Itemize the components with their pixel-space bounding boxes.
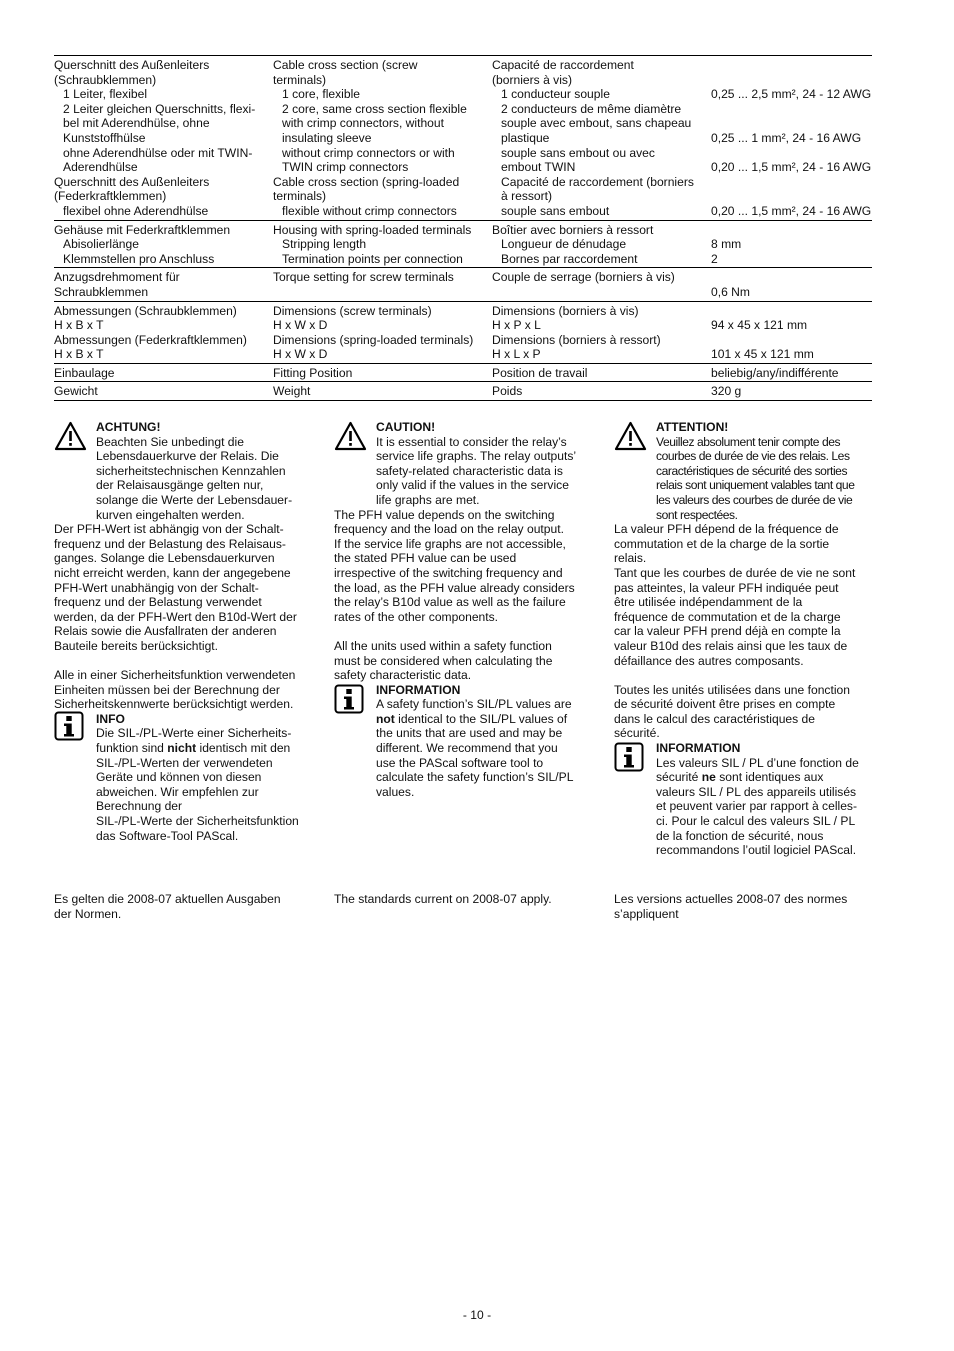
cell-line: insulating sleeve [282,130,372,145]
cell-line: Abmessungen (Federkraftklemmen) [54,332,247,347]
cell-line: 0,25 ... 1 mm², 24 - 16 AWG [711,130,862,145]
text-line: values. [376,784,415,799]
table-cell [492,366,711,381]
cell-line: Einbaulage [54,365,115,380]
table-cell [492,304,711,362]
cell-line: souple sans embout [501,203,610,218]
cell-line: Abisolierlänge [63,237,139,252]
cell-line: H x W x D [273,347,328,362]
cell-line: 2 Leiter gleichen Querschnitts, flexi- [63,101,256,116]
cell-line: Kunststoffhülse [63,130,146,145]
table-row [54,268,872,301]
cell-line [711,175,870,190]
text-line: Veuillez absolument tenir compte des [656,434,841,449]
column-german [54,420,314,843]
text-line: les valeurs des courbes de durée de vie [656,492,853,507]
table-cell [273,366,492,381]
cell-line: bel mit Aderendhülse, ohne [63,116,210,131]
cell-line: souple avec embout, sans chapeau [501,116,692,131]
text-line: Der PFH-Wert ist abhängig von der Schalt- [54,522,284,537]
table-cell [711,384,872,399]
text-line: SIL-/PL-Werten der verwendeten [96,755,273,770]
cell-line: flexibel ohne Aderendhülse [63,203,209,218]
text-line: ci. Pour le calcul des valeurs SIL / PL [656,814,856,829]
text-line: ganges. Solange die Lebensdauerkurven [54,551,275,566]
info-notice-en [334,683,594,800]
text-line: Lebensdauerkurve der Relais. Die [96,449,279,464]
text-line: recommandons l’outil logiciel PAScal. [656,843,857,858]
pfh-paragraph [334,508,594,625]
cell-line: Anzugsdrehmoment für [54,270,180,285]
cell-line: Dimensions (borniers à vis) [492,303,639,318]
text-line: Geräte und können von diesen [96,770,262,785]
cell-line: Longueur de dénudage [501,237,627,252]
text-line: calculate the safety function’s SIL/PL [376,770,574,785]
cell-line: Gehäuse mit Federkraftklemmen [54,222,231,237]
text-line: The standards current on 2008-07 apply. [334,892,552,906]
text-line: Toutes les unités utilisées dans une fonction [614,682,850,697]
table-cell [711,58,872,219]
text-line: sécurité. [614,726,660,741]
text-line: different. We recommend that you [376,741,558,756]
text-line: Es gelten die 2008-07 aktuellen Ausgaben [54,892,281,906]
column-french [614,420,874,858]
cell-line: Querschnitt des Außenleiters [54,174,210,189]
info-icon [54,711,84,745]
text-line: frequenz und der Belastung verwendet [54,595,262,610]
text-line: If the service life graphs are not accessible, [334,536,566,551]
text-line: valeurs SIL / PL des appareils utilisés [656,784,857,799]
cell-line: 2 [711,251,718,266]
cell-line: Termination points per connection [282,251,463,266]
standards-note-de [54,892,314,921]
cell-line: ohne Aderendhülse oder mit TWIN- [63,145,253,160]
cell-line: Housing with spring-loaded terminals [273,222,472,237]
cell-line: without crimp connectors or with [282,145,455,160]
text-line: The PFH value depends on the switching [334,507,555,522]
text-line: das Software-Tool PAScal. [96,828,239,843]
info-title: INFORMATION [376,682,461,697]
cell-line: Bornes par raccordement [501,251,638,266]
info-line-1: A safety function’s SIL/PL values are [376,697,572,712]
warning-notice-de [54,420,314,522]
units-paragraph [334,639,594,683]
warning-title: ACHTUNG! [96,420,161,434]
warning-notice-fr [614,420,874,522]
pfh-paragraph [54,522,314,653]
cell-line: Aderendhülse [63,160,138,175]
cell-line [711,223,870,238]
text-line: de sécurité doivent être prises en compte [614,697,836,712]
text-line: sicherheitstechnischen Kennzahlen [96,463,286,478]
text-line: kurven eingehalten werden. [96,507,245,522]
cell-line: Couple de serrage (borniers à vis) [492,270,675,285]
text-line: caractéristiques de sécurité des sorties [656,463,848,478]
text-line: frequency and the load on the relay output. [334,522,564,537]
cell-line: H x B x T [54,318,104,333]
text-line: safety characteristic data. [334,668,472,683]
cell-line [711,102,870,117]
cell-line: Weight [273,384,311,399]
text-line: PFH-Wert unabhängig von der Schalt- [54,580,259,595]
info-text [96,756,314,844]
text-line: der Relaisausgänge gelten nur, [96,478,264,493]
text-line: nicht erreicht werden, kann der angegebene [54,565,291,580]
text-line: être utilisée indépendamment de la [614,595,803,610]
text-line: Tant que les courbes de durée de vie ne sont [614,565,856,580]
table-cell [711,223,872,267]
table-cell [273,304,492,362]
cell-line: plastique [501,130,550,145]
cell-line: 0,20 ... 1,5 mm², 24 - 16 AWG [711,203,872,218]
cell-line [711,189,870,204]
text-line: Alle in einer Sicherheitsfunktion verwendeten [54,668,296,683]
cell-line [492,285,709,300]
warning-triangle-icon [614,421,647,455]
info-text [656,785,874,858]
info-notice-fr [614,741,874,858]
cell-line: Stripping length [282,237,367,252]
warning-triangle-icon [54,421,87,455]
page-number: - 10 - [462,1308,492,1322]
table-row [54,221,872,269]
text-line: Sicherheitskennwerte berücksichtigt werden. [54,697,294,712]
text-line: It is essential to consider the relay’s [376,434,567,449]
info-line-2: not identical to the SIL/PL values of [376,711,568,726]
text-line: safety-related characteristic data is [376,463,563,478]
info-notice-de [54,712,314,843]
text-line: der Normen. [54,906,122,921]
table-cell [54,223,273,267]
cell-line: 1 core, flexible [282,87,360,102]
info-icon [614,742,644,776]
table-cell [54,304,273,362]
cell-line: Fitting Position [273,365,353,380]
cell-line: Cable cross section (spring-loaded [273,174,460,189]
units-paragraph [614,683,874,741]
warning-text [656,435,874,523]
info-line-2: funktion sind nicht identisch mit den [96,741,291,756]
text-line: courbes de durée de vie des relais. Les [656,449,850,464]
text-line: commutation et de la charge de la sortie [614,536,830,551]
text-line: Berechnung der [96,799,183,814]
info-text [376,726,594,799]
table-cell [492,223,711,267]
text-line: the units that are used and may be [376,726,563,741]
cell-line: Torque setting for screw terminals [273,270,454,285]
units-paragraph [54,668,314,712]
cell-line: 2 conducteurs de même diamètre [501,101,682,116]
cell-line: 0,25 ... 2,5 mm², 24 - 12 AWG [711,87,872,102]
cell-line: à ressort) [501,189,553,204]
cell-line: 94 x 45 x 121 mm [711,318,808,333]
text-line: Les versions actuelles 2008-07 des normes [614,892,848,906]
info-title: INFO [96,711,125,726]
info-line-2: sécurité ne sont identiques aux [656,770,824,785]
cell-line: H x P x L [492,318,541,333]
cell-line [711,333,870,348]
table-cell [492,384,711,399]
text-line: s’appliquent [614,906,679,921]
pfh-paragraph [614,522,874,668]
info-line-1: Die SIL-/PL-Werte einer Sicherheits- [96,726,292,741]
table-cell [492,270,711,299]
text-line: All the units used within a safety function [334,638,552,653]
table-cell [273,270,492,299]
cell-line: beliebig/any/indifférente [711,365,839,380]
cell-line [711,270,870,285]
standards-note-fr [614,892,874,921]
warning-notice-en [334,420,594,508]
column-english [334,420,594,799]
cell-line: Dimensions (borniers à ressort) [492,332,661,347]
warning-title: CAUTION! [376,420,436,434]
text-line: relais. [614,551,647,566]
technical-data-table [54,55,872,401]
table-cell [273,223,492,267]
cell-line: Schraubklemmen [54,284,149,299]
cell-line [711,304,870,319]
text-line: life graphs are met. [376,492,480,507]
text-line: the relay’s B10d value as well as the failure [334,595,566,610]
text-line: Bauteile bereits berücksichtigt. [54,638,219,653]
cell-line: flexible without crimp connectors [282,203,457,218]
table-cell [54,270,273,299]
text-line: the load, as the PFH value already considers [334,580,575,595]
cell-line: terminals) [273,189,327,204]
text-line: valeur B10d des relais ainsi que les taux de [614,638,848,653]
text-line: service life graphs. The relay outputs’ [376,449,577,464]
text-line: fréquence de commutation et de la charge [614,609,841,624]
cell-line: 0,20 ... 1,5 mm², 24 - 16 AWG [711,160,872,175]
text-line: car la valeur PFH prend déjà en compte la [614,624,841,639]
table-row [54,302,872,364]
text-line: La valeur PFH dépend de la fréquence de [614,522,839,537]
text-line: use the PAScal software tool to [376,755,544,770]
cell-line: 1 conducteur souple [501,87,610,102]
table-cell [273,384,492,399]
cell-line [273,285,490,300]
cell-line: Abmessungen (Schraubklemmen) [54,303,237,318]
cell-line: Dimensions (spring-loaded terminals) [273,332,474,347]
cell-line: Capacité de raccordement [492,58,634,72]
warning-text [96,435,314,523]
text-line: de la fonction de sécurité, nous [656,828,824,843]
table-cell [54,384,273,399]
cell-line: H x W x D [273,318,328,333]
info-title: INFORMATION [656,741,741,756]
warning-triangle-icon [334,421,367,455]
cell-line: souple sans embout ou avec [501,145,655,160]
table-cell [54,58,273,219]
text-line: relais sont uniquement valables tant que [656,478,855,493]
cell-line: with crimp connectors, without [282,116,444,131]
cell-line: Gewicht [54,384,98,399]
text-line: irrespective of the switching frequency and [334,565,563,580]
cell-line: 1 Leiter, flexibel [63,87,148,102]
cell-line [711,73,870,88]
warning-title: ATTENTION! [656,420,729,434]
table-cell [492,58,711,219]
text-line: SIL-/PL-Werte der Sicherheitsfunktion [96,814,299,829]
table-cell [711,366,872,381]
text-line: et peuvent varier par rapport à celles- [656,799,857,814]
cell-line: Boîtier avec borniers à ressort [492,222,654,237]
cell-line: Cable cross section (screw [273,58,418,72]
cell-line: TWIN crimp connectors [282,160,409,175]
text-line: solange die Werte der Lebensdauer- [96,492,293,507]
cell-line: 8 mm [711,237,742,252]
cell-line: Querschnitt des Außenleiters [54,58,210,72]
text-line: abweichen. Wir empfehlen zur [96,784,259,799]
cell-line: 320 g [711,384,742,399]
cell-line: Klemmstellen pro Anschluss [63,251,215,266]
text-line: Einheiten müssen bei der Berechnung der [54,682,280,697]
text-line: rates of the other components. [334,609,499,624]
cell-line: Poids [492,384,523,399]
cell-line: Dimensions (screw terminals) [273,303,432,318]
table-cell [54,366,273,381]
info-icon [334,684,364,718]
table-cell [711,270,872,299]
warning-text [376,435,594,508]
standards-note-en [334,892,594,907]
cell-line: H x B x T [54,347,104,362]
table-row [54,364,872,383]
cell-line: Position de travail [492,365,588,380]
table-cell [711,304,872,362]
cell-line: 101 x 45 x 121 mm [711,347,814,362]
table-row [54,382,872,401]
table-row [54,56,872,221]
info-line-1: Les valeurs SIL / PL d’une fonction de [656,755,859,770]
cell-line: (borniers à vis) [492,72,572,87]
cell-line [711,116,870,131]
cell-line: Capacité de raccordement (borniers [501,174,694,189]
cell-line: 2 core, same cross section flexible [282,101,467,116]
text-line: must be considered when calculating the [334,653,553,668]
table-cell [273,58,492,219]
text-line: pas atteintes, la valeur PFH indiquée peut [614,580,839,595]
cell-line [711,58,870,73]
cell-line: terminals) [273,72,327,87]
cell-line: (Schraubklemmen) [54,72,157,87]
text-line: frequenz und der Belastung des Relaisaus- [54,536,286,551]
text-line: the stated PFH value can be used [334,551,517,566]
cell-line: embout TWIN [501,160,576,175]
text-line: werden, da der PFH-Wert den B10d-Wert der [54,609,297,624]
cell-line: (Federkraftklemmen) [54,189,167,204]
text-line: défaillance des autres composants. [614,653,804,668]
text-line: only valid if the values in the service [376,478,569,493]
text-line: Beachten Sie unbedingt die [96,434,244,449]
cell-line: H x L x P [492,347,541,362]
text-line: sont respectées. [656,507,738,522]
cell-line [711,146,870,161]
text-line: Relais sowie die Ausfallraten der anderen [54,624,277,639]
cell-line: 0,6 Nm [711,284,750,299]
text-line: dans le calcul des caractéristiques de [614,711,815,726]
